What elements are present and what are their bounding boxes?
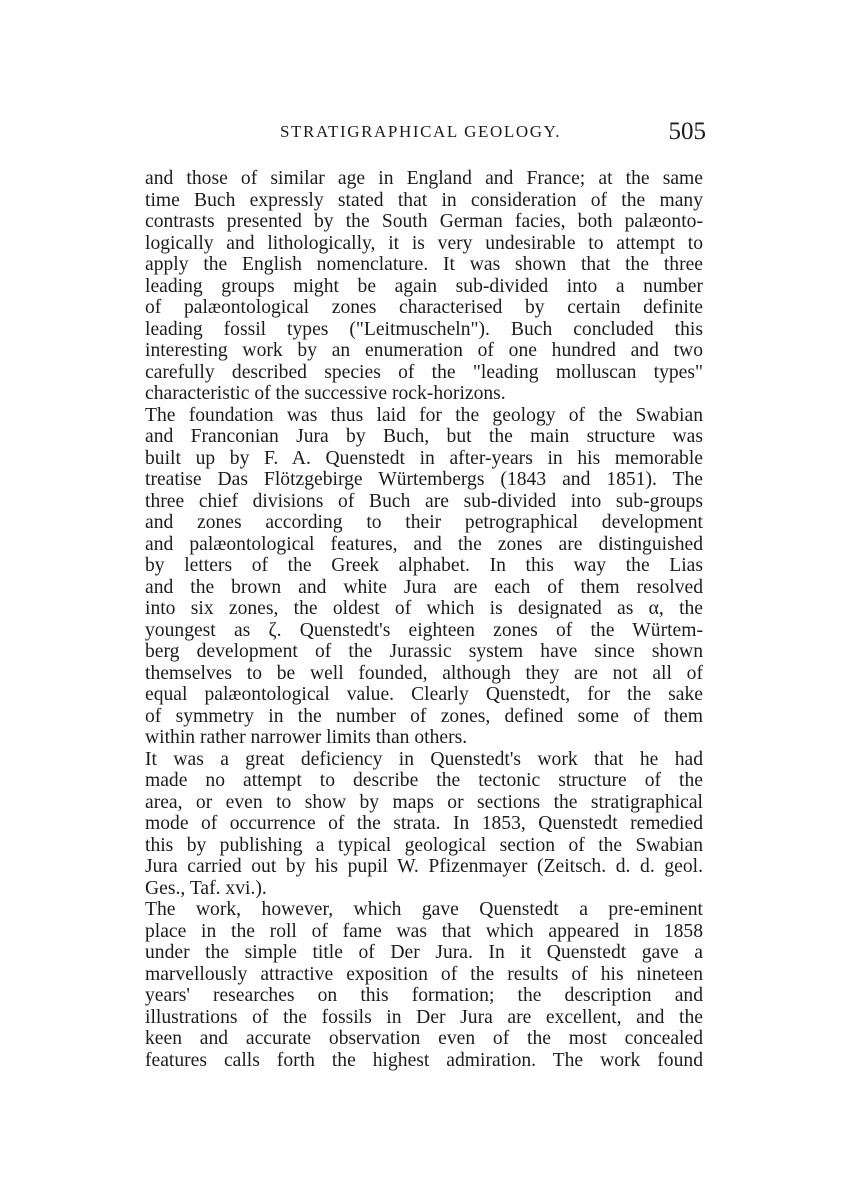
text-line: by letters of the Greek alphabet. In this way the Lias [145, 555, 703, 576]
text-line: Jura carried out by his pupil W. Pfizenmayer (Zeitsch. d. d. geol. [145, 856, 703, 877]
text-line: and the brown and white Jura are each of them resolved [145, 576, 703, 598]
text-line: built up by F. A. Quenstedt in after-years in his memorable [145, 447, 703, 469]
text-line: features calls forth the highest admiration. The work found [145, 1049, 703, 1071]
running-header [144, 118, 706, 148]
running-title: STRATIGRAPHICAL GEOLOGY. [280, 122, 562, 141]
text-line: marvellously attractive exposition of the results of his nineteen [145, 963, 703, 985]
text-line: within rather narrower limits than others. [145, 727, 468, 748]
text-line: years' researches on this formation; the description and [145, 985, 703, 1006]
page-number: 505 [668, 118, 706, 145]
text-line: themselves to be well founded, although they are not all of [145, 662, 703, 684]
text-line: contrasts presented by the South German facies, both palæonto- [145, 211, 703, 232]
text-line: Ges., Taf. xvi.). [145, 877, 267, 899]
text-line: made no attempt to describe the tectonic structure of the [145, 770, 703, 791]
text-line: and palæontological features, and the zones are distinguished [145, 533, 703, 555]
text-line: under the simple title of Der Jura. In it Quenstedt gave a [145, 942, 703, 963]
body-text [145, 168, 703, 1071]
text-line: mode of occurrence of the strata. In 1853, Quenstedt remedied [145, 813, 703, 834]
text-line: keen and accurate observation even of the most concealed [145, 1028, 703, 1049]
text-line: carefully described species of the "leading molluscan types" [145, 361, 703, 383]
text-line: berg development of the Jurassic system have since shown [145, 641, 703, 662]
text-line: and Franconian Jura by Buch, but the main structure was [145, 426, 703, 447]
text-line: It was a great deficiency in Quenstedt's work that he had [145, 748, 703, 770]
text-line: illustrations of the fossils in Der Jura are excellent, and the [145, 1006, 703, 1028]
text-line: area, or even to show by maps or sections the stratigraphical [145, 791, 703, 813]
text-line: this by publishing a typical geological section of the Swabian [145, 834, 703, 856]
text-line: interesting work by an enumeration of one hundred and two [145, 340, 703, 361]
text-line: equal palæontological value. Clearly Quenstedt, for the sake [145, 684, 703, 705]
text-line: and those of similar age in England and France; at the same [145, 168, 703, 189]
text-line: three chief divisions of Buch are sub-divided into sub-groups [145, 490, 703, 512]
text-line: The work, however, which gave Quenstedt a pre-eminent [145, 899, 703, 920]
text-line: leading groups might be again sub-divided into a number [145, 275, 703, 297]
text-line: of symmetry in the number of zones, defined some of them [145, 705, 703, 727]
text-line: and zones according to their petrographical development [145, 512, 703, 533]
text-line: of palæontological zones characterised by certain definite [145, 297, 703, 318]
text-line: time Buch expressly stated that in consideration of the many [145, 189, 703, 211]
text-line: into six zones, the oldest of which is designated as α, the [145, 598, 703, 619]
text-line: place in the roll of fame was that which appeared in 1858 [145, 920, 703, 942]
text-line: logically and lithologically, it is very undesirable to attempt to [145, 232, 703, 254]
text-line: leading fossil types ("Leitmuscheln"). Buch concluded this [145, 318, 703, 340]
text-line: The foundation was thus laid for the geology of the Swabian [145, 404, 703, 426]
text-line: apply the English nomenclature. It was shown that the three [145, 254, 703, 275]
text-line: characteristic of the successive rock-horizons. [145, 383, 506, 404]
text-line: treatise Das Flötzgebirge Würtembergs (1843 and 1851). The [145, 469, 703, 490]
text-line: youngest as ζ. Quenstedt's eighteen zones of the Würtem- [145, 619, 703, 641]
